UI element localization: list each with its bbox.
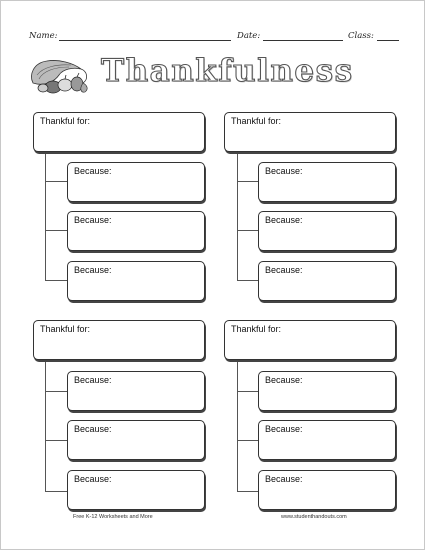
connector-line [45,181,67,182]
because-box[interactable] [67,371,205,411]
connector-line [237,280,259,281]
connector-line [45,359,46,492]
because-box[interactable] [67,261,205,301]
thankful-for-label: Thankful for: [231,116,282,126]
footer-right-text: www.studenthandouts.com [281,514,347,520]
date-label: Date: [237,31,261,41]
thankful-for-box[interactable] [33,320,205,360]
connector-line [237,359,238,492]
because-label: Because: [265,424,303,434]
thankful-for-label: Thankful for: [231,324,282,334]
because-label: Because: [265,265,303,275]
because-box[interactable] [258,371,396,411]
class-field[interactable] [377,40,399,41]
because-label: Because: [265,474,303,484]
connector-line [237,152,238,281]
because-label: Because: [74,166,112,176]
class-label: Class: [348,31,374,41]
connector-line [237,391,259,392]
because-box[interactable] [67,470,205,510]
cornucopia-icon [25,53,93,95]
name-label: Name: [29,31,58,41]
worksheet-title: Thankfulness [101,53,354,89]
because-box[interactable] [258,162,396,202]
because-label: Because: [265,215,303,225]
because-box[interactable] [67,211,205,251]
thankful-for-box[interactable] [33,112,205,152]
because-box[interactable] [258,470,396,510]
connector-line [45,491,67,492]
because-label: Because: [74,424,112,434]
connector-line [45,230,67,231]
because-label: Because: [74,215,112,225]
date-field[interactable] [263,40,343,41]
thankful-for-label: Thankful for: [40,116,91,126]
connector-line [237,440,259,441]
because-box[interactable] [258,211,396,251]
name-field[interactable] [59,40,231,41]
thankful-for-label: Thankful for: [40,324,91,334]
because-box[interactable] [258,420,396,460]
because-box[interactable] [67,162,205,202]
connector-line [45,440,67,441]
connector-line [237,230,259,231]
because-box[interactable] [258,261,396,301]
thankful-for-box[interactable] [224,320,396,360]
because-label: Because: [74,474,112,484]
connector-line [45,280,67,281]
footer-left-text: Free K-12 Worksheets and More [73,514,153,520]
connector-line [45,391,67,392]
connector-line [237,181,259,182]
because-label: Because: [74,375,112,385]
because-box[interactable] [67,420,205,460]
thankful-for-box[interactable] [224,112,396,152]
because-label: Because: [74,265,112,275]
connector-line [45,152,46,281]
because-label: Because: [265,166,303,176]
connector-line [237,491,259,492]
because-label: Because: [265,375,303,385]
